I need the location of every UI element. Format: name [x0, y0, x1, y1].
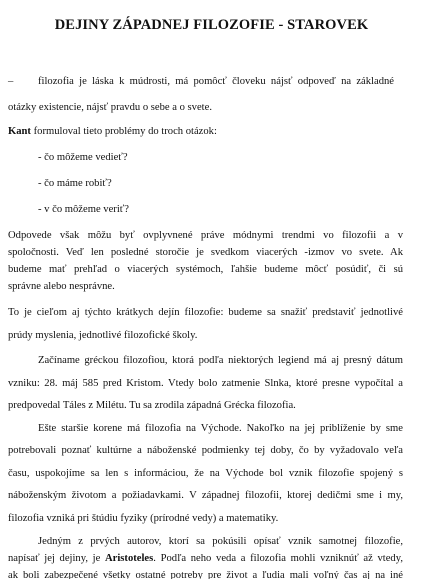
- document-title: DEJINY ZÁPADNEJ FILOZOFIE - STAROVEK: [54, 17, 369, 33]
- east-line-1: Ešte staršie korene má filozofia na Východe. Nakoľko na jej priblíženie by sme: [38, 423, 403, 434]
- aristotle-line-3: ak boli zabezpečené všetky ostatné potreby pre život a ľudia mali voľný čas aj na iné: [8, 570, 403, 579]
- aristotle-line-2: [8, 552, 403, 565]
- greek-line-1: Začíname gréckou filozofiou, ktorá podľa niektorých legiend má aj presný dátum: [38, 355, 403, 366]
- intro-line-2: otázky existencie, nájsť pravdu o sebe a o svete.: [8, 102, 212, 113]
- aristotle-line-2-pre: napísať jej dejiny, je: [8, 553, 105, 564]
- kant-name: Kant: [8, 126, 31, 137]
- answers-line-1: Odpovede však môžu byť ovplyvnené práve módnymi trendmi vo filozofii a v: [8, 230, 403, 241]
- goal-line-1: To je cieľom aj týchto krátkych dejín filozofie: budeme sa snažiť predstaviť jednotlivé: [8, 307, 403, 318]
- aristotle-line-2-post: . Podľa neho veda a filozofia mohli vzniknúť až vtedy,: [153, 553, 403, 564]
- answers-line-3: budeme mať prehľad o viacerých systémoch, ľahšie budeme môcť posúdiť, či sú: [8, 264, 403, 275]
- question-item: - čo môžeme vedieť?: [38, 152, 128, 163]
- intro-line-1: filozofia je láska k múdrosti, má pomôcť človeku nájsť odpoveď na základné: [38, 76, 394, 87]
- east-line-3: času, uspokojíme sa len s informáciou, že na Východe bol vznik filozofie spojený s: [8, 468, 403, 479]
- east-line-5: filozofia vzniká pri štúdiu fyziky (prírodné vedy) a matematiky.: [8, 513, 279, 524]
- aristotle-line-1: Jedným z prvých autorov, ktorí sa pokúsili opísať vznik samotnej filozofie,: [38, 536, 403, 547]
- greek-line-2: vzniku: 28. máj 585 pred Kristom. Vtedy bolo zatmenie Slnka, ktoré presne vypočítal a: [8, 378, 403, 389]
- east-line-4: náboženským životom a požiadavkami. V západnej filozofii, ktorej dedičmi sme i my,: [8, 490, 403, 501]
- intro-bullet: –: [8, 76, 14, 87]
- greek-line-3: predpovedal Táles z Milétu. Tu sa zrodila západná Grécka filozofia.: [8, 400, 296, 411]
- answers-line-4: správne alebo nesprávne.: [8, 281, 115, 292]
- question-item: - v čo môžeme veriť?: [38, 204, 129, 215]
- aristotle-name: Aristoteles: [105, 553, 154, 564]
- kant-line-rest: formuloval tieto problémy do troch otázok:: [30, 126, 217, 137]
- answers-line-2: spoločnosti. Veď len posledné storočie je svedkom viacerých -izmov vo svete. Ak: [8, 247, 403, 258]
- question-item: - čo máme robiť?: [38, 178, 112, 189]
- east-line-2: potrebovali poznať kultúrne a náboženské podmienky tej doby, čo by vyžadovalo veľa: [8, 445, 403, 456]
- goal-line-2: prúdy myslenia, jednotlivé filozofické školy.: [8, 330, 198, 341]
- kant-line: [8, 125, 217, 138]
